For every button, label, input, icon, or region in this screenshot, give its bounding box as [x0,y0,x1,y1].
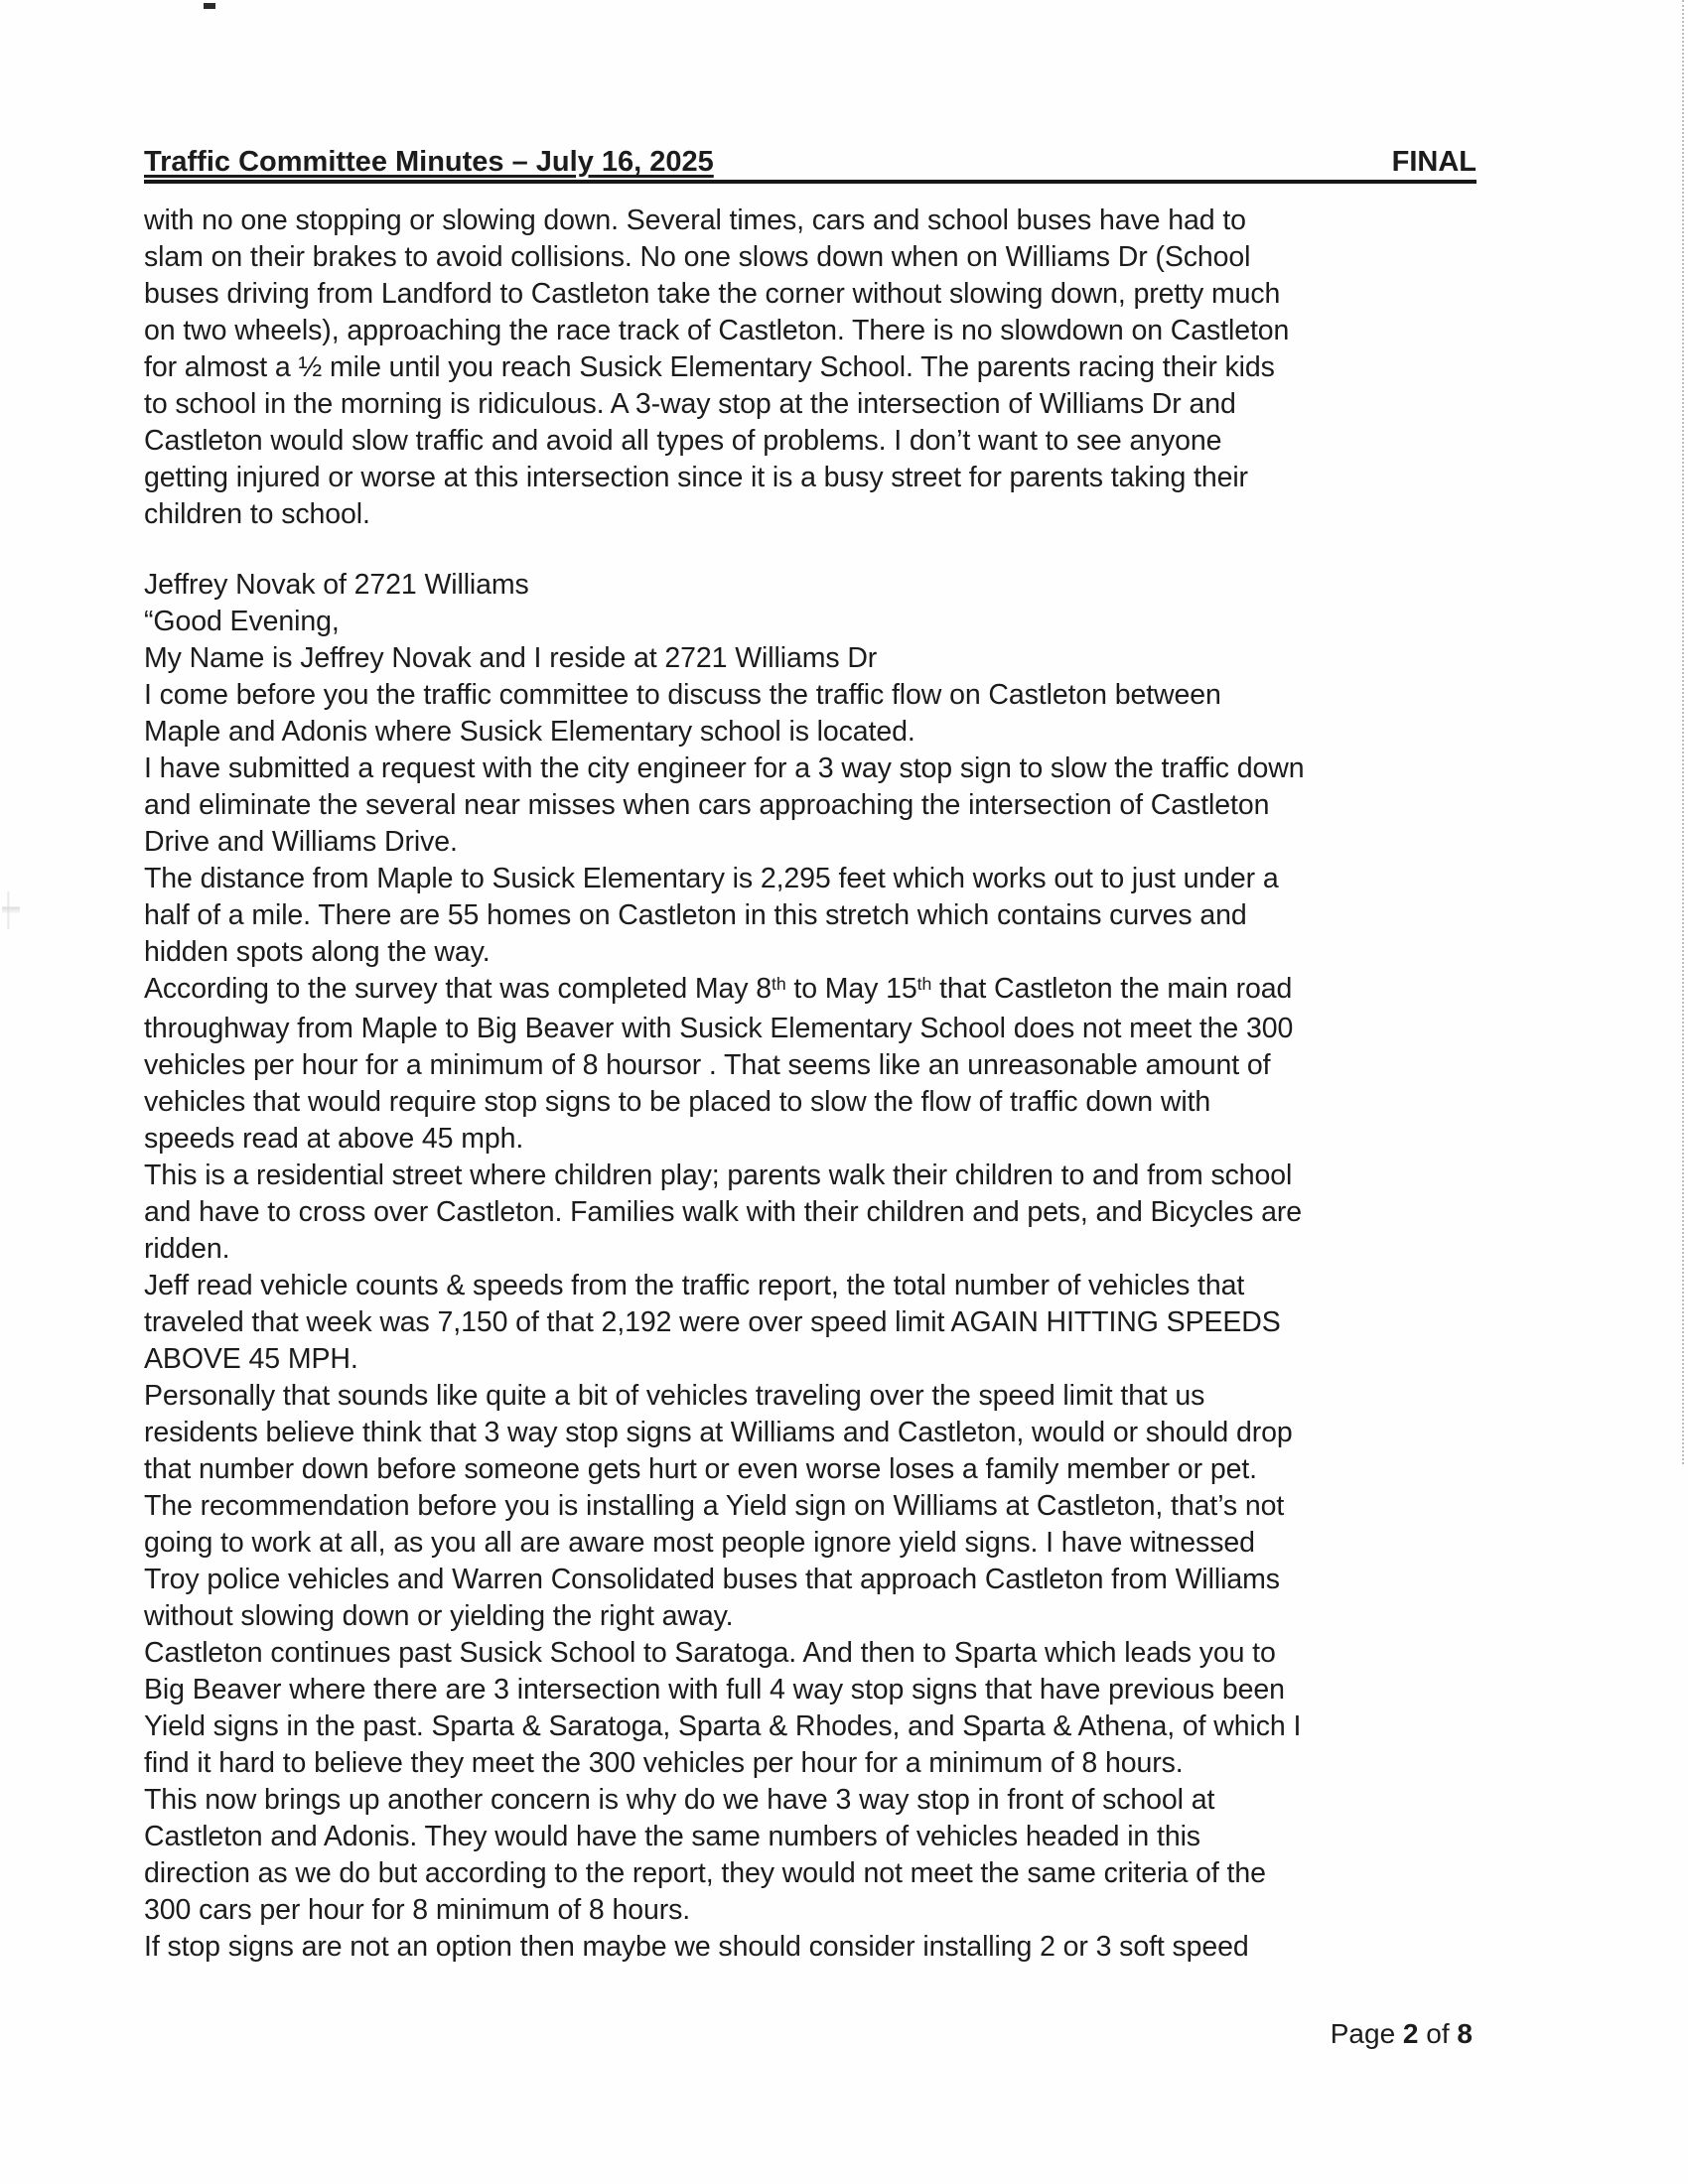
document-body [144,203,1494,1966]
scan-artifact-right-edge [1682,0,1684,1464]
text-line: This is a residential street where children play; parents walk their children to and from school [144,1160,1293,1191]
text-line: Jeff read vehicle counts & speeds from the traffic report, the total number of vehicles that [144,1270,1245,1301]
footer-page-number: 2 [1402,2018,1419,2049]
text-line: Castleton would slow traffic and avoid all types of problems. I don’t want to see anyone [144,425,1222,457]
text-line: half of a mile. There are 55 homes on Castleton in this stretch which contains curves and [144,899,1247,931]
text-line: to school in the morning is ridiculous. A 3-way stop at the intersection of Williams Dr and [144,388,1236,420]
text-line: throughway from Maple to Big Beaver with Susick Elementary School does not meet the 300 [144,1013,1294,1044]
text-line: direction as we do but according to the report, they would not meet the same criteria of the [144,1857,1266,1889]
text-line: on two wheels), approaching the race track of Castleton. There is no slowdown on Castleton [144,315,1290,346]
text-line: speeds read at above 45 mph. [144,1123,524,1155]
text-line: According to the survey that was completed May 8th to May 15th that Castleton the main road [144,973,1293,1005]
footer-page-label: Page [1330,2018,1403,2049]
text-line: without slowing down or yielding the right away. [144,1600,734,1632]
text-line: for almost a ½ mile until you reach Susick Elementary School. The parents racing their kids [144,351,1275,383]
document-title: Traffic Committee Minutes – July 16, 2025 [144,146,714,178]
scan-artifact-top-dash [204,3,215,9]
text-line: I have submitted a request with the city engineer for a 3 way stop sign to slow the traffic down [144,752,1305,784]
text-line: vehicles per hour for a minimum of 8 hoursor . That seems like an unreasonable amount of [144,1049,1271,1081]
text-line: This now brings up another concern is why do we have 3 way stop in front of school at [144,1784,1215,1816]
text-line: 300 cars per hour for 8 minimum of 8 hours. [144,1894,691,1926]
text-line: I come before you the traffic committee to discuss the traffic flow on Castleton between [144,679,1221,711]
text-line: Drive and Williams Drive. [144,826,458,858]
text-line: Big Beaver where there are 3 intersection with full 4 way stop signs that have previous been [144,1674,1285,1706]
text-line: vehicles that would require stop signs to be placed to slow the flow of traffic down with [144,1086,1211,1118]
text-line: If stop signs are not an option then maybe we should consider installing 2 or 3 soft speed [144,1931,1249,1963]
text-line: Personally that sounds like quite a bit of vehicles traveling over the speed limit that us [144,1380,1205,1412]
text-line: residents believe think that 3 way stop signs at Williams and Castleton, would or should drop [144,1417,1293,1448]
text-line: and have to cross over Castleton. Families walk with their children and pets, and Bicycles are [144,1196,1302,1228]
text-line: getting injured or worse at this intersection since it is a busy street for parents taking their [144,462,1248,493]
text-line: My Name is Jeffrey Novak and I reside at 2721 Williams Dr [144,642,878,674]
text-line: Maple and Adonis where Susick Elementary school is located. [144,716,915,748]
paragraph [144,567,1494,1966]
status-final-label: FINAL [1391,146,1477,178]
text-line: hidden spots along the way. [144,936,491,968]
text-line: The recommendation before you is installing a Yield sign on Williams at Castleton, that’s not [144,1490,1285,1522]
text-line: The distance from Maple to Susick Elementary is 2,295 feet which works out to just under a [144,863,1279,894]
text-line: ABOVE 45 MPH. [144,1343,358,1375]
text-line: ridden. [144,1233,230,1265]
text-line: that number down before someone gets hurt or even worse loses a family member or pet. [144,1453,1257,1485]
footer-of-label: of [1418,2018,1458,2049]
text-line: find it hard to believe they meet the 300 vehicles per hour for a minimum of 8 hours. [144,1747,1184,1779]
scan-artifact-left-smudge [2,891,20,929]
text-line: going to work at all, as you all are aware most people ignore yield signs. I have witnessed [144,1527,1255,1559]
text-line: slam on their brakes to avoid collisions. No one slows down when on Williams Dr (School [144,241,1251,273]
text-line: traveled that week was 7,150 of that 2,192 were over speed limit AGAIN HITTING SPEEDS [144,1306,1281,1338]
text-line: Yield signs in the past. Sparta & Saratoga, Sparta & Rhodes, and Sparta & Athena, of which I [144,1710,1302,1742]
text-line: buses driving from Landford to Castleton take the corner without slowing down, pretty much [144,278,1281,310]
text-line: children to school. [144,498,370,530]
text-line: and eliminate the several near misses when cars approaching the intersection of Castleton [144,789,1270,821]
footer-page-total: 8 [1457,2018,1473,2049]
text-line: with no one stopping or slowing down. Several times, cars and school buses have had to [144,205,1246,236]
text-line: Troy police vehicles and Warren Consolidated buses that approach Castleton from Williams [144,1564,1280,1595]
page-number-indicator [1300,1986,1473,2082]
text-line: “Good Evening, [144,606,340,637]
text-line: Castleton continues past Susick School to Saratoga. And then to Sparta which leads you to [144,1637,1276,1669]
text-line: Jeffrey Novak of 2721 Williams [144,569,529,601]
document-header [144,146,1477,184]
paragraph [144,203,1494,533]
text-line: Castleton and Adonis. They would have the same numbers of vehicles headed in this [144,1821,1200,1852]
